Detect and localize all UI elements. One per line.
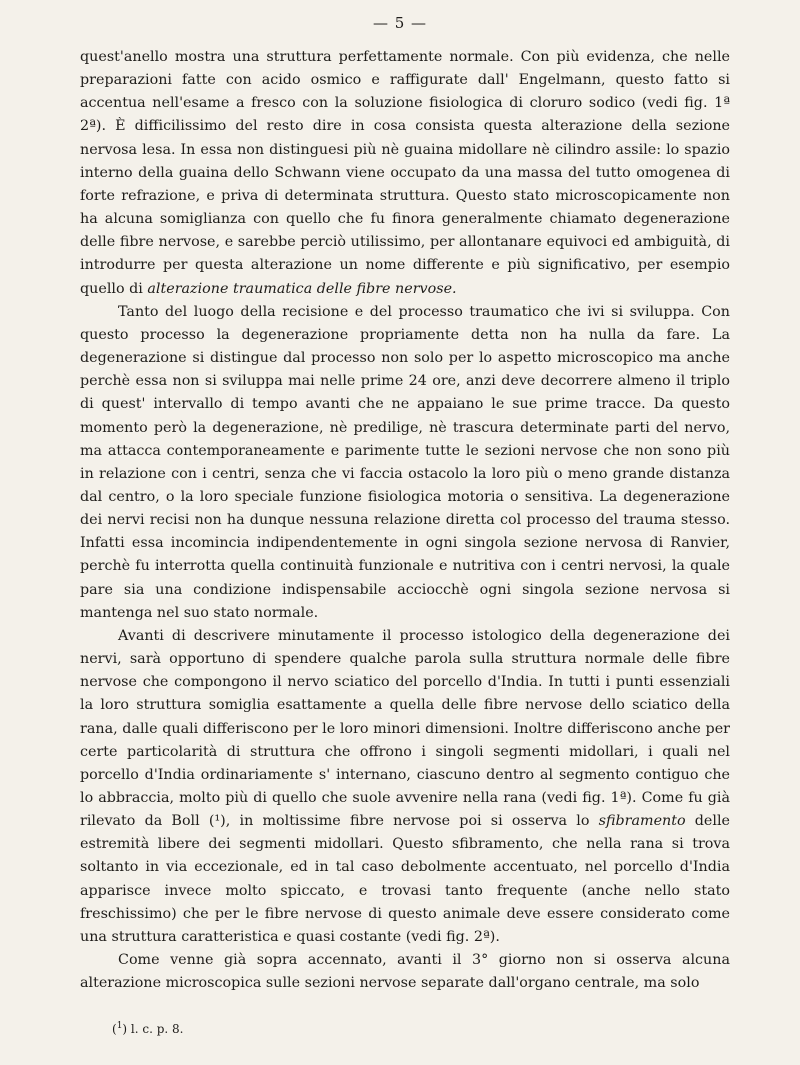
footnote-text: l. c. p. 8. [130, 1022, 184, 1036]
paragraph-3 [80, 625, 730, 949]
paragraph-3-italic-term: sfibramento [598, 813, 686, 830]
paragraph-2-text: Tanto del luogo della recisione e del processo traumatico che ivi si sviluppa. Con questo processo la degenerazione propriamente detta non ha nulla da fare. La degenerazione si distingue dal processo non solo per lo aspetto microscopico ma anche perchè essa non si sviluppa mai nelle prime 24 ore, anzi deve decorrere almeno il triplo di quest' intervallo di tempo avanti che ne appaiano le sue prime tracce. Da questo momento però la degenerazione, nè predilige, nè trascura determinate parti del nervo, ma attacca contemporaneamente e parimente tutte le sezioni nervose che non sono più in relazione con i centri, senza che vi faccia ostacolo la loro più o meno grande distanza dal centro, o la loro speciale funzione fisiologica motoria o sensitiva. La degenerazione dei nervi recisi non ha dunque nessuna relazione diretta col processo del trauma stesso. Infatti essa incomincia indipendentemente in ogni singola sezione nervosa di Ranvier, perchè fu interrotta quella continuità funzionale e nutritiva con i centri nervosi, la quale pare sia una condizione indispensabile acciocchè ogni singola sezione nervosa si mantenga nel suo stato normale. [80, 303, 730, 621]
paragraph-2 [80, 301, 730, 625]
paragraph-4-text: Come venne già sopra accennato, avanti il 3° giorno non si osserva alcuna alterazione microscopica sulle sezioni nervose separate dall'organo centrale, ma solo [80, 952, 730, 992]
paragraph-3-text-1: Avanti di descrivere minutamente il processo istologico della degenerazione dei nervi, sarà opportuno di spendere qualche parola sulla struttura normale delle fibre nervose che compongono il nervo sciatico del porcello d'India. In tutti i punti essenziali la loro struttura somiglia esattamente a quella delle fibre nervose dello sciatico della rana, dalle quali differiscono per le loro minori dimensioni. Inoltre differiscono anche per certe particolarità di struttura che offrono i singoli segmenti midollari, i quali nel porcello d'India ordinariamente s' internano, ciascuno dentro al segmento contiguo che lo abbraccia, molto più di quello che suole avvenire nella rana (vedi fig. 1ª). Come fu già rilevato da Boll (¹), in moltissime fibre nervose poi si osserva lo [80, 627, 730, 830]
footnote-mark: 1 [116, 1021, 123, 1031]
paragraph-1-italic-term: alterazione traumatica delle fibre nervose. [147, 280, 457, 297]
page-number: — 5 — [372, 14, 428, 32]
paragraph-3-text-2: delle estremità libere dei segmenti midollari. Questo sfibramento, che nella rana si trova soltanto in via eccezionale, ed in tal caso debolmente accentuato, nel porcello d'India apparisce invece molto spiccato, e trovasi tanto frequente (anche nello stato freschissimo) che per le fibre nervose di questo animale deve essere considerato come una struttura caratteristica e quasi costante (vedi fig. 2ª). [80, 813, 730, 945]
paragraph-4 [80, 949, 730, 995]
paragraph-1-text-1: quest'anello mostra una struttura perfettamente normale. Con più evidenza, che nelle preparazioni fatte con acido osmico e raffigurate dall' Engelmann, questo fatto si accentua nell'esame a fresco con la soluzione fisiologica di cloruro sodico (vedi fig. 1ª 2ª). È difficilissimo del resto dire in cosa consista questa alterazione della sezione nervosa lesa. In essa non distinguesi più nè guaina midollare nè cilindro assile: lo spazio interno della guaina dello Schwann viene occupato da una massa del tutto omogenea di forte refrazione, e priva di determinata struttura. Questo stato microscopicamente non ha alcuna somiglianza con quello che fu finora generalmente chiamato degenerazione delle fibre nervose, e sarebbe perciò utilissimo, per allontanare equivoci ed ambiguità, di introdurre per questa alterazione un nome differente e più significativo, per esempio quello di [80, 49, 730, 297]
paragraph-1 [80, 46, 730, 301]
footnote: ($^1$) l. c. p. 8. [112, 1021, 184, 1036]
body-text [80, 46, 730, 995]
